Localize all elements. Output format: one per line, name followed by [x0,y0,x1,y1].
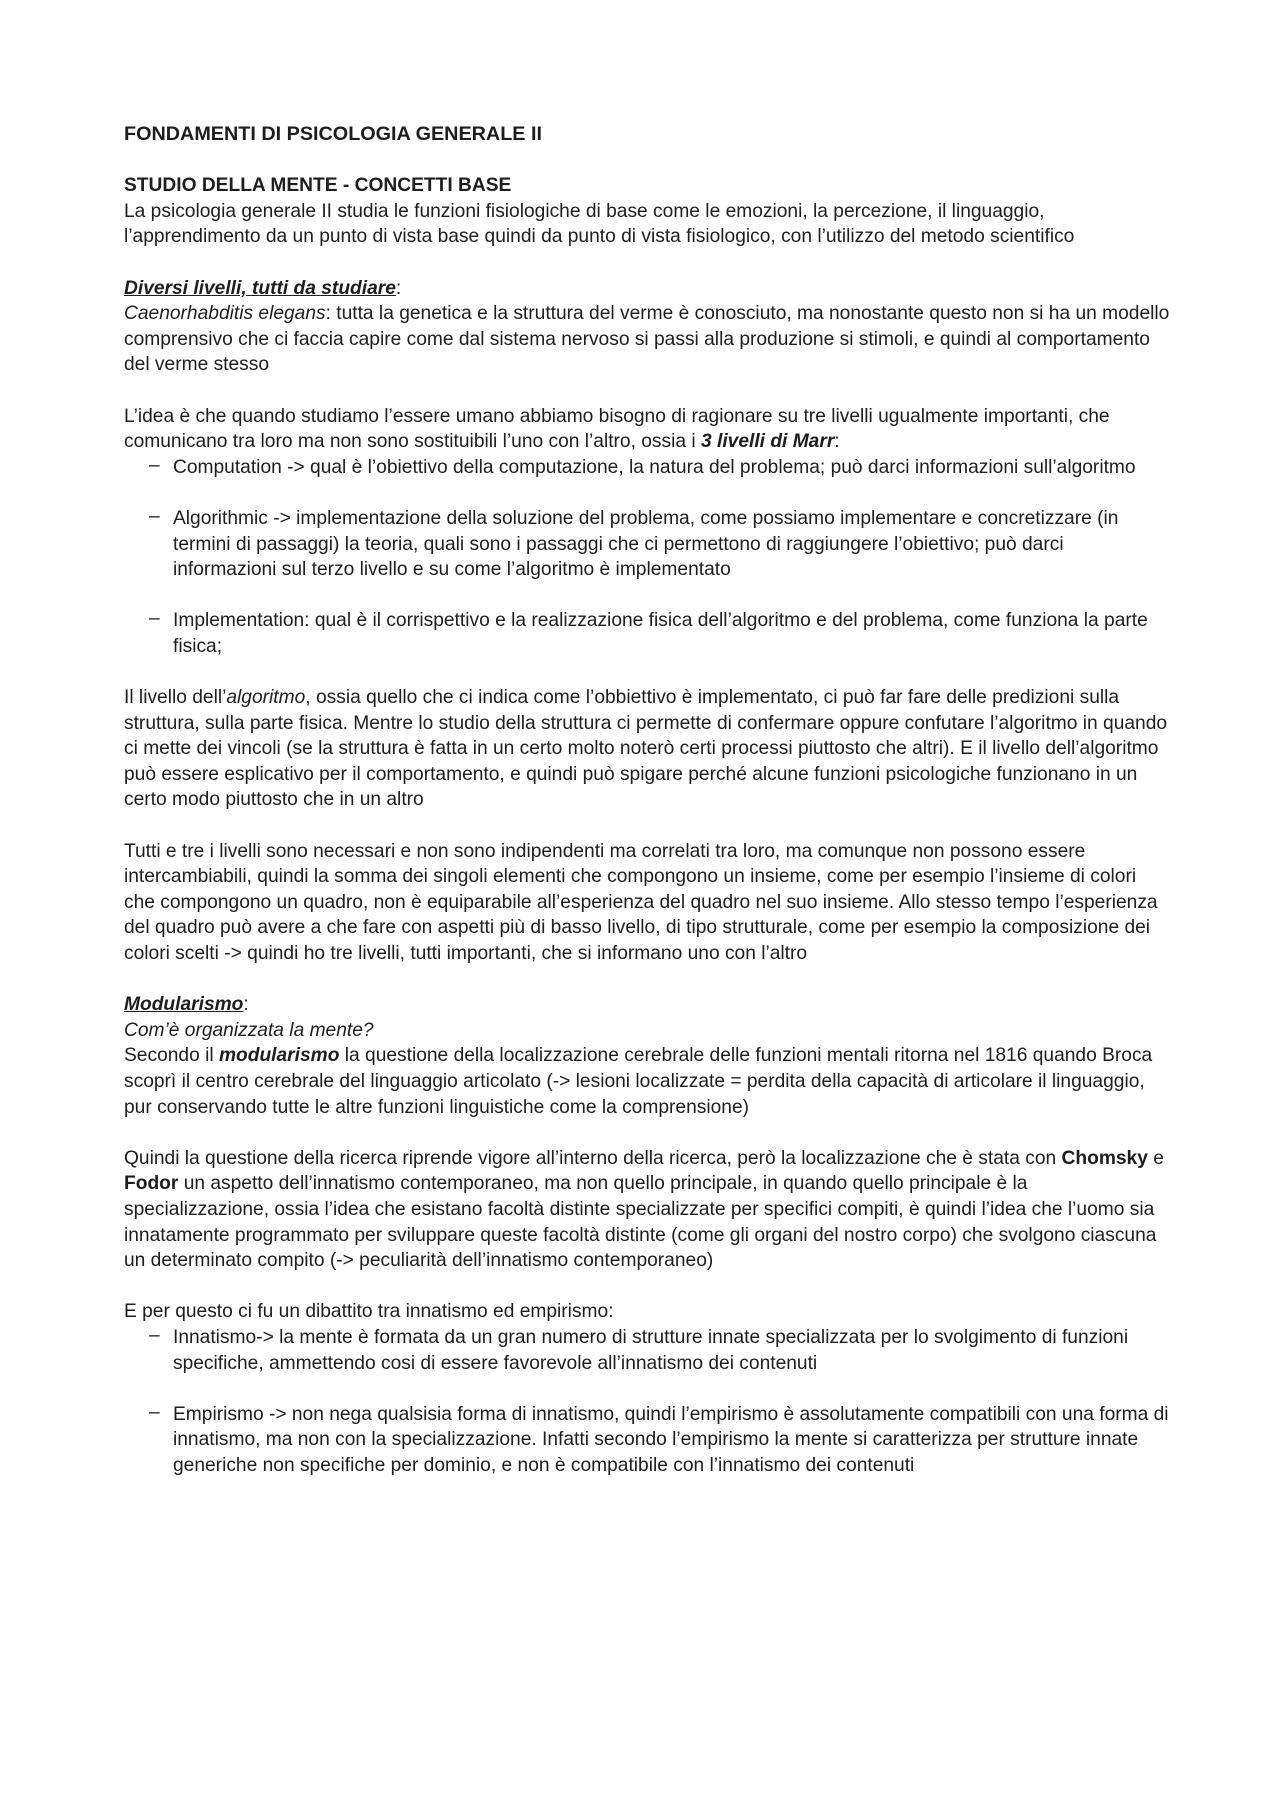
chomsky-fodor-paragraph [124,1146,1172,1274]
list-item: – Empirismo -> non nega qualsisia forma di innatismo, quindi l’empirismo è assolutamente compatibili con una forma di innatismo, ma non con la specializzazione. Infatti secondo l’empirismo la mente si caratterizza per strutture innate generiche non specifiche per dominio, e non è compatibile con l’innatismo dei contenuti [173,1402,1172,1479]
modularismo-question [124,1018,1172,1044]
algo-pre: Il livello dell’ [124,687,227,709]
mod-pre: Secondo il [124,1045,219,1067]
intro-paragraph: La psicologia generale II studia le funzioni fisiologiche di base come le emozioni, la percezione, il linguaggio, l’apprendimento da un punto di vista base quindi da punto di vista fisiologico, con l’utilizzo del metodo scientifico [124,200,1075,248]
worm-text: : tutta la genetica e la struttura del verme è conosciuto, ma nonostante questo non si ha un modello comprensivo che ci faccia capire come dal sistema nervoso si passi alla produzione si stimoli, e quindi al comportamento del verme stesso [124,303,1170,376]
marr-intro-paragraph [124,404,1172,455]
modularismo-heading: Modularismo [124,994,244,1016]
levels-heading-line [124,276,1172,302]
marr-intro-text: L’idea è che quando studiamo l’essere umano abbiamo bisogno di ragionare su tre livelli ugualmente importanti, che comunicano tra loro ma non sono sostituibili l’uno con l’altro, ossia i [124,405,1110,453]
marr-colon: : [834,431,840,453]
mod-text: la questione della localizzazione cerebrale delle funzioni mentali ritorna nel 1816 quando Broca scoprì il centro cerebrale del linguaggio articolato (-> lesioni localizzate = perdita della capacità di articolare il linguaggio, pur conservando tutte le altre funzioni linguistiche come la comprensione) [124,1045,1153,1118]
mod-colon: : [243,994,249,1016]
document-title: FONDAMENTI DI PSICOLOGIA GENERALE II [124,123,542,145]
list-item: – Implementation: qual è il corrispettivo e la realizzazione fisica dell’algoritmo e del problema, come funziona la parte fisica; [173,608,1172,659]
fodor-name: Fodor [124,1173,179,1195]
algorithm-paragraph [124,685,1172,813]
q-text: un aspetto dell’innatismo contemporaneo, ma non quello principale, in quando quello principale è la specializzazione, ossia l’idea che esistano facoltà distinte specializzate per specifici compiti, è quindi l’idea che l’uomo sia innatamente programmato per sviluppare queste facoltà distinte (come gli organi del nostro corpo) che svolgono ciascuna un determinato compito (-> peculiarità dell’innatismo contemporaneo) [124,1173,1157,1272]
mod-question-text: Com’è organizzata la mente? [124,1019,374,1041]
levels-heading: Diversi livelli, tutti da studiare [124,277,396,299]
mod-bold: modularismo [218,1045,340,1067]
list-item: – Algorithmic -> implementazione della soluzione del problema, come possiamo implementare e concretizzare (in termini di passaggi) la teoria, quali sono i passaggi che ci permettono di raggiungere l’obiettivo; può darci informazioni sul terzo livello e su come l’algoritmo è implementato [173,506,1172,583]
list-item: – Innatismo-> la mente è formata da un gran numero di strutture innate specializzata per lo svolgimento di funzioni specifiche, ammettendo cosi di essere favorevole all’innatismo dei contenuti [173,1325,1172,1376]
worm-name: Caenorhabditis elegans [124,303,326,325]
modularismo-heading-line [124,992,1172,1018]
algo-text: , ossia quello che ci indica come l’obbiettivo è implementato, ci può far fare delle predizioni sulla struttura, sulla parte fisica. Mentre lo studio della struttura ci permette di confermare oppure confutare l’algoritmo in quando ci mette dei vincoli (se la struttura è fatta in un certo molto noterò certi processi piuttosto che altri). E il livello dell’algoritmo può essere esplicativo per il comportamento, e quindi può spigare perché alcune funzioni psicologiche funzionano in un certo modo piuttosto che in un altro [124,687,1168,811]
levels-colon: : [395,277,402,299]
marr-list [124,455,1172,660]
section-title: STUDIO DELLA MENTE - CONCETTI BASE [124,175,512,197]
three-levels-paragraph: Tutti e tre i livelli sono necessari e non sono indipendenti ma correlati tra loro, ma comunque non possono essere intercambiabili, quindi la somma dei singoli elementi che compongono un insieme, come per esempio l’insieme di colori che compongono un quadro, non è equiparabile all’esperienza del quadro nel suo insieme. Allo stesso tempo l’esperienza del quadro può avere a che fare con aspetti più di basso livello, di tipo strutturale, come per esempio la composizione dei colori scelti -> quindi ho tre livelli, tutti importanti, che si informano uno con l’altro [124,840,1158,964]
debate-paragraph: E per questo ci fu un dibattito tra innatismo ed empirismo: [124,1301,614,1323]
marr-bold: 3 livelli di Marr [700,431,835,453]
chomsky-name: Chomsky [1061,1147,1148,1169]
worm-paragraph [124,301,1172,378]
modularismo-paragraph [124,1043,1172,1120]
list-item: – Computation -> qual è l’obiettivo della computazione, la natura del problema; può darci informazioni sull’algoritmo [173,455,1172,481]
algo-italic: algoritmo [226,687,306,709]
q-e: e [1147,1147,1164,1169]
q-pre: Quindi la questione della ricerca riprende vigore all’interno della ricerca, però la localizzazione che è stata con [124,1147,1062,1169]
debate-list [124,1325,1172,1479]
document-page [124,122,1172,1478]
